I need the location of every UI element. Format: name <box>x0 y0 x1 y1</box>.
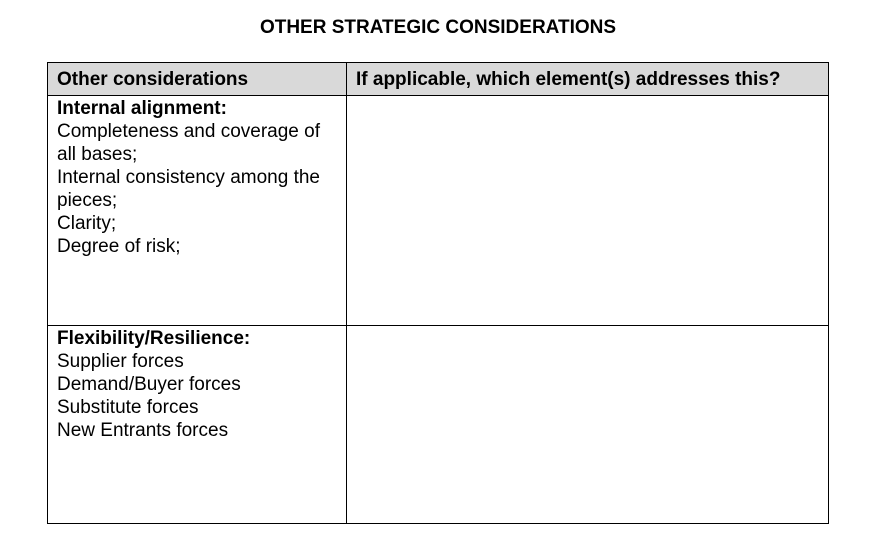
answer-cell-internal-alignment[interactable] <box>347 96 829 326</box>
page-title: OTHER STRATEGIC CONSIDERATIONS <box>259 17 617 38</box>
column-header-addressing-elements: If applicable, which element(s) addresses this? <box>347 63 829 96</box>
table-row <box>48 326 829 524</box>
column-header-other-considerations: Other considerations <box>48 63 347 96</box>
consideration-item: Degree of risk; <box>57 236 181 257</box>
consideration-heading: Flexibility/Resilience: <box>57 328 251 349</box>
consideration-heading: Internal alignment: <box>57 98 227 119</box>
consideration-item: Substitute forces <box>57 397 199 418</box>
consideration-cell-flexibility-resilience <box>48 326 347 524</box>
consideration-cell-internal-alignment <box>48 96 347 326</box>
table-row <box>48 96 829 326</box>
consideration-item: Supplier forces <box>57 351 184 372</box>
consideration-item: Internal consistency among the pieces; <box>57 167 320 211</box>
considerations-table <box>47 62 829 524</box>
consideration-item: New Entrants forces <box>57 420 229 441</box>
consideration-item: Completeness and coverage of all bases; <box>57 121 320 165</box>
answer-cell-flexibility-resilience[interactable] <box>347 326 829 524</box>
consideration-item: Demand/Buyer forces <box>57 374 241 395</box>
table-header-row <box>48 63 829 96</box>
consideration-item: Clarity; <box>57 213 117 234</box>
